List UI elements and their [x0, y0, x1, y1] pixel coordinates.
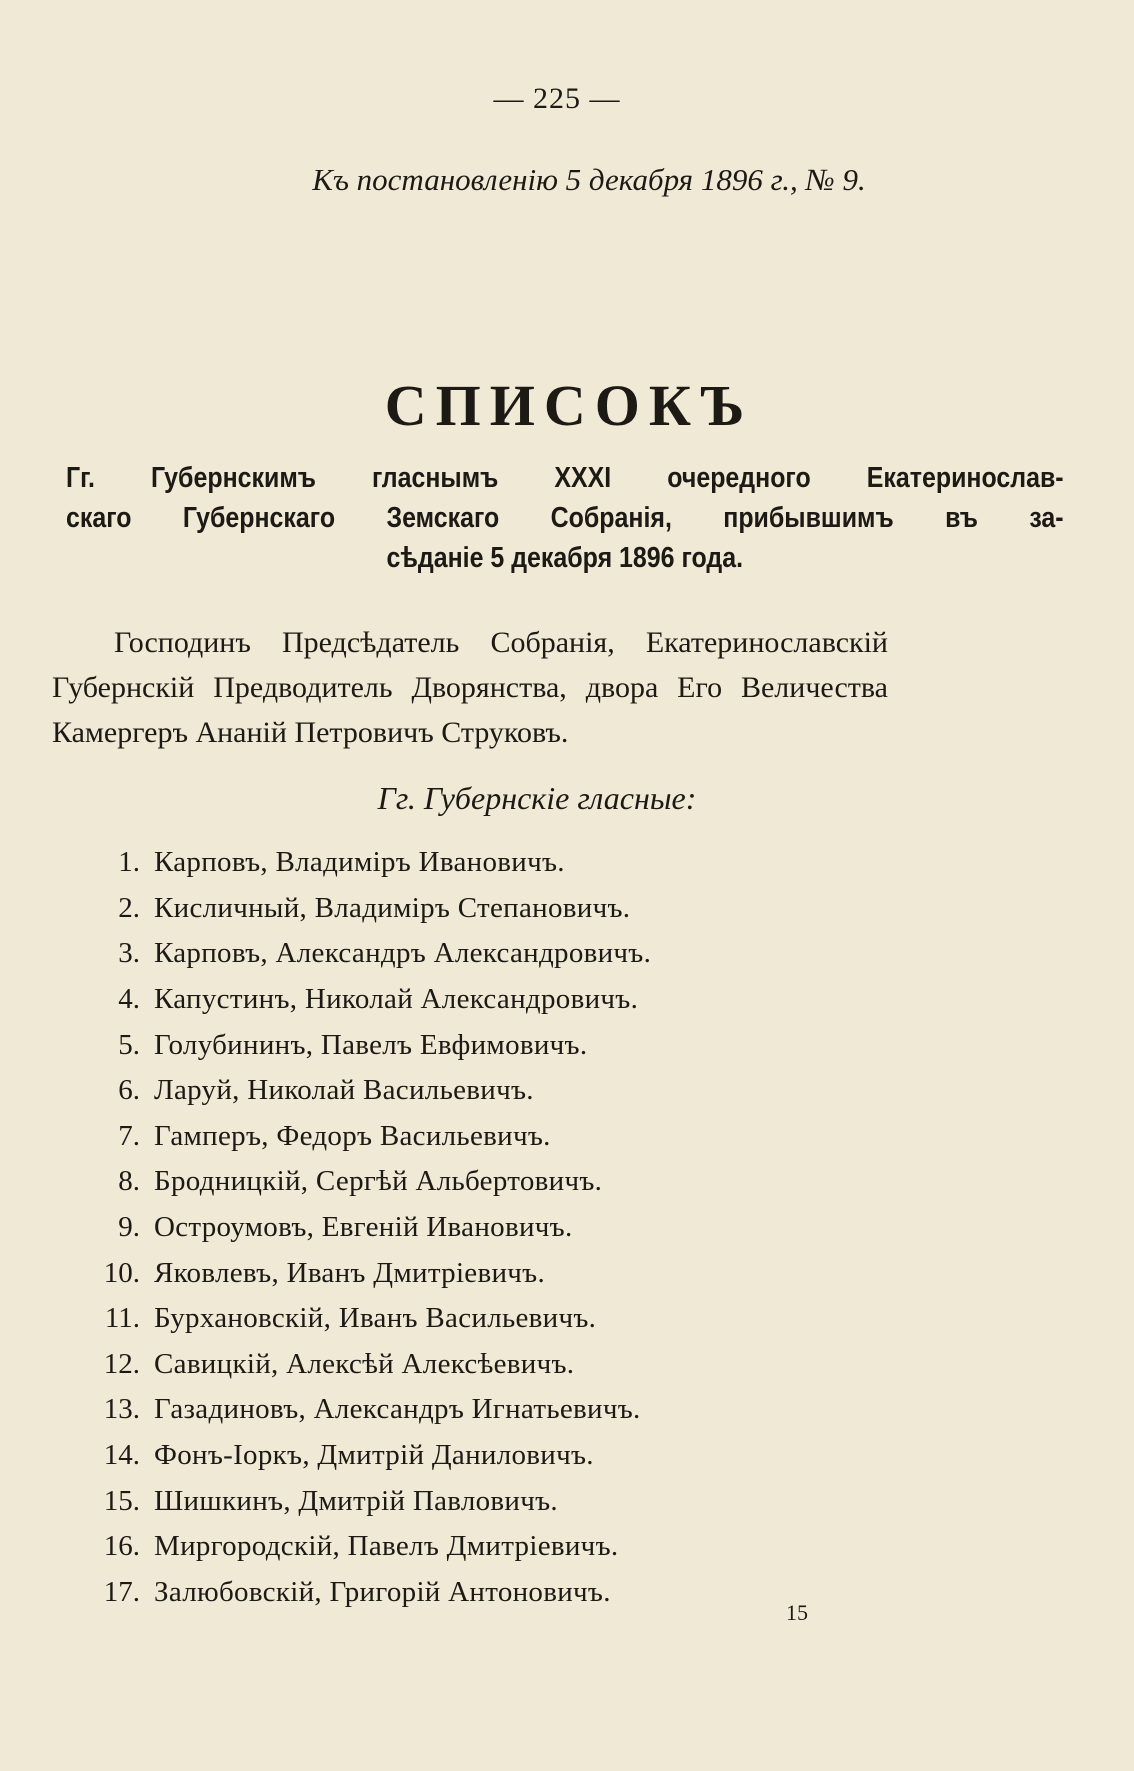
member-name: Залюбовскій, Григорій Антоновичъ. — [154, 1575, 611, 1608]
chairman-text: Господинъ Предсѣдатель Собранія, Екатеринославскій Губернскій Предводитель Дворянства, двора Его Величества Камергеръ Ананій Петровичъ Струковъ. — [52, 626, 888, 749]
member-item — [90, 1524, 651, 1570]
member-item — [90, 1022, 651, 1068]
subtitle-line-2: скаго Губернскаго Земскаго Собранія, прибывшимъ въ за- — [66, 502, 1064, 534]
member-name: Гамперъ, Федоръ Васильевичъ. — [154, 1119, 551, 1152]
member-item — [90, 977, 651, 1023]
member-number: 17. — [103, 1575, 140, 1608]
member-item — [90, 931, 651, 977]
document-title: СПИСОКЪ — [384, 373, 754, 438]
member-item — [90, 1296, 651, 1342]
member-name: Фонъ-Іоркъ, Дмитрій Даниловичъ. — [154, 1439, 594, 1472]
member-number: 2. — [118, 891, 140, 924]
page-number: — 225 — — [493, 82, 621, 115]
member-number: 13. — [103, 1393, 140, 1426]
member-number: 15. — [103, 1484, 140, 1517]
member-name: Карповъ, Владиміръ Ивановичъ. — [154, 846, 565, 879]
member-item — [90, 1387, 651, 1433]
member-number: 6. — [118, 1074, 140, 1107]
member-number: 10. — [103, 1256, 140, 1289]
member-item — [90, 1478, 651, 1524]
member-name: Капустинъ, Николай Александровичъ. — [154, 983, 639, 1016]
member-name: Газадиновъ, Александръ Игнатьевичъ. — [154, 1393, 641, 1426]
attachment-note: Къ постановленію 5 декабря 1896 г., № 9. — [312, 162, 866, 197]
member-number: 3. — [118, 937, 140, 970]
member-item — [90, 1205, 651, 1251]
member-name: Шишкинъ, Дмитрій Павловичъ. — [154, 1484, 558, 1517]
member-name: Остроумовъ, Евгеній Ивановичъ. — [154, 1211, 573, 1244]
members-list — [90, 840, 651, 1615]
member-number: 1. — [118, 846, 140, 879]
member-name: Миргородскій, Павелъ Дмитріевичъ. — [154, 1530, 619, 1563]
chairman-paragraph — [52, 620, 888, 755]
member-number: 16. — [103, 1530, 140, 1563]
document-subtitle — [66, 458, 1064, 578]
member-item — [90, 840, 651, 886]
member-item — [90, 1570, 651, 1616]
member-name: Голубининъ, Павелъ Евфимовичъ. — [154, 1028, 588, 1061]
printer-signature: 15 — [786, 1600, 808, 1625]
subtitle-line-3: сѣданіе 5 декабря 1896 года. — [386, 542, 744, 574]
member-name: Ларуй, Николай Васильевичъ. — [154, 1074, 534, 1107]
member-item — [90, 1159, 651, 1205]
member-number: 9. — [118, 1211, 140, 1244]
member-number: 4. — [118, 983, 140, 1016]
member-item — [90, 886, 651, 932]
member-number: 7. — [118, 1119, 140, 1152]
member-name: Кисличный, Владиміръ Степановичъ. — [154, 891, 631, 924]
member-item — [90, 1433, 651, 1479]
member-number: 8. — [118, 1165, 140, 1198]
member-name: Бродницкій, Сергѣй Альбертовичъ. — [154, 1165, 603, 1198]
member-number: 12. — [103, 1347, 140, 1380]
member-item — [90, 1250, 651, 1296]
member-number: 11. — [104, 1302, 140, 1335]
member-number: 14. — [103, 1439, 140, 1472]
member-item — [90, 1342, 651, 1388]
member-name: Яковлевъ, Иванъ Дмитріевичъ. — [154, 1256, 546, 1289]
subtitle-line-1: Гг. Губернскимъ гласнымъ XXXI очередного Екатеринослав- — [66, 462, 1064, 494]
member-item — [90, 1068, 651, 1114]
section-heading: Гг. Губернскіе гласные: — [377, 780, 697, 816]
member-item — [90, 1114, 651, 1160]
member-name: Бурхановскій, Иванъ Васильевичъ. — [154, 1302, 597, 1335]
member-number: 5. — [118, 1028, 140, 1061]
member-name: Савицкій, Алексѣй Алексѣевичъ. — [154, 1347, 575, 1380]
member-name: Карповъ, Александръ Александровичъ. — [154, 937, 652, 970]
